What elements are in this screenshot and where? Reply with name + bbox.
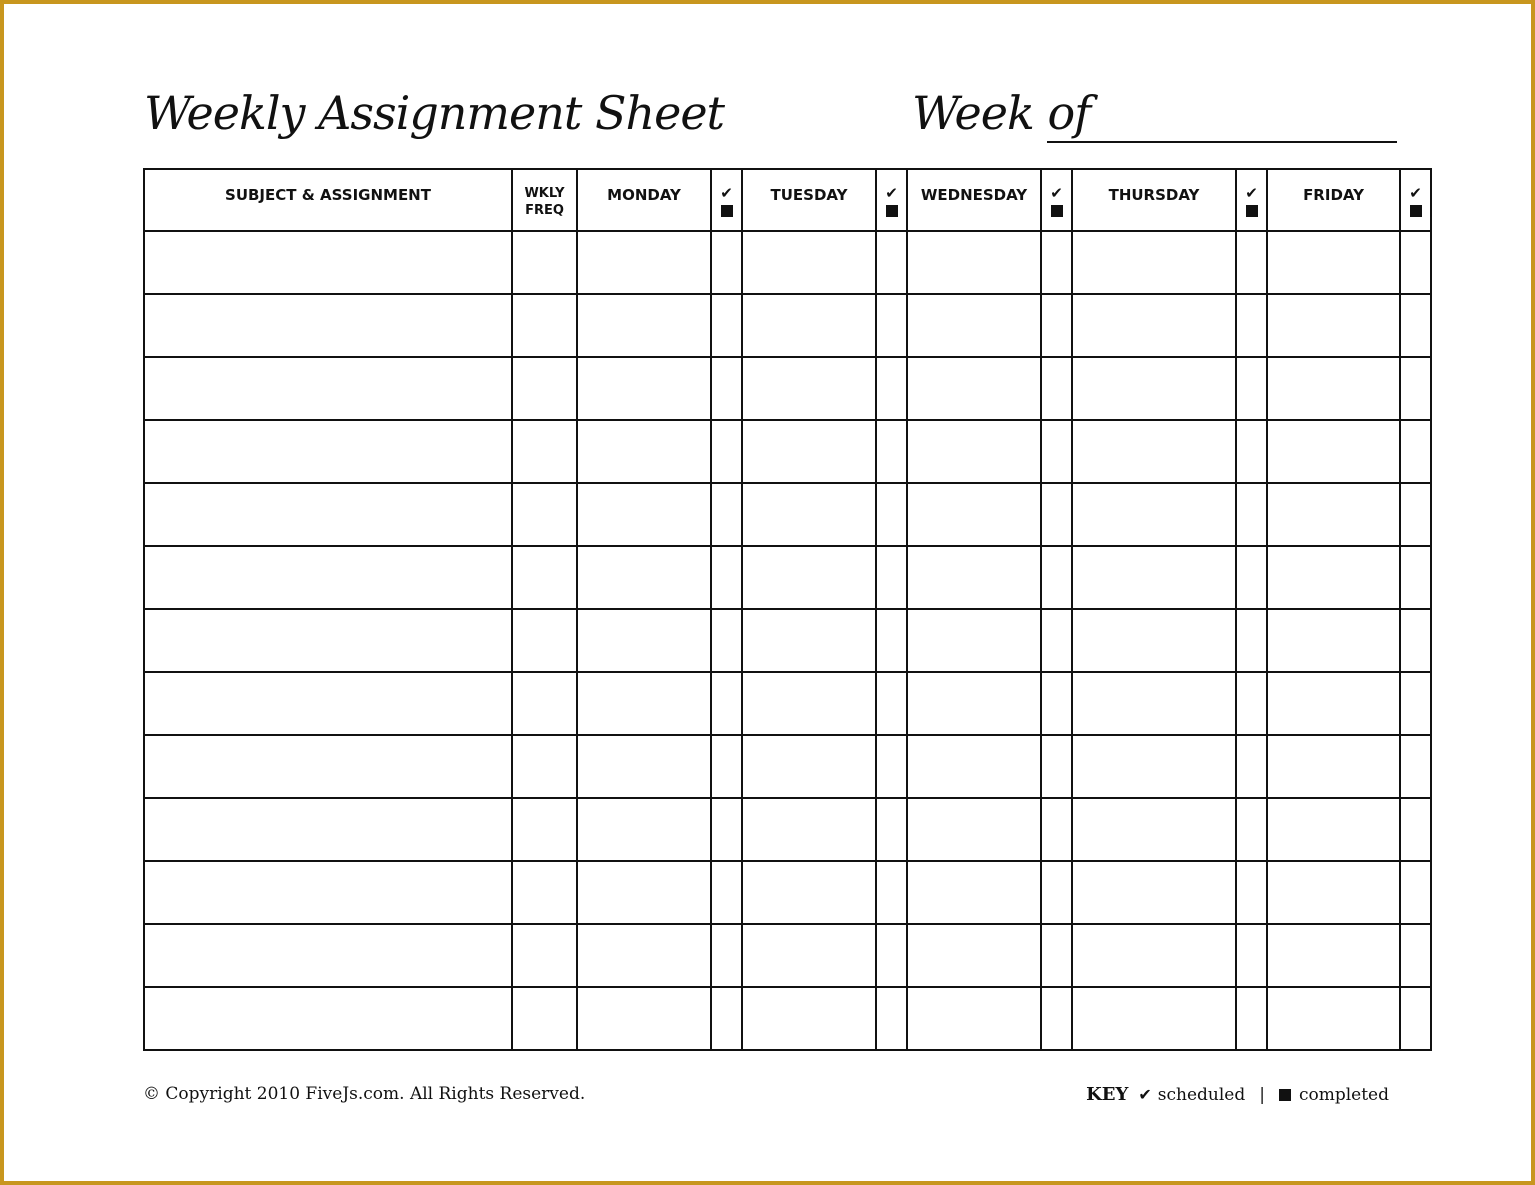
tuesday-cell[interactable] bbox=[742, 861, 876, 924]
square-icon bbox=[1051, 205, 1063, 217]
thursday-cell[interactable] bbox=[1072, 231, 1236, 294]
header-monday-status bbox=[711, 169, 742, 231]
friday-status-cell[interactable] bbox=[1400, 231, 1431, 294]
header-monday: MONDAY bbox=[577, 169, 711, 231]
freq-cell[interactable] bbox=[512, 483, 577, 546]
square-icon bbox=[1279, 1089, 1291, 1101]
header-friday: FRIDAY bbox=[1267, 169, 1400, 231]
freq-cell[interactable] bbox=[512, 798, 577, 861]
wednesday-cell[interactable] bbox=[907, 294, 1041, 357]
table-header-row bbox=[144, 169, 1431, 231]
monday-cell[interactable] bbox=[577, 861, 711, 924]
header-freq-line1: WKLY bbox=[524, 186, 565, 201]
wednesday-status-cell[interactable] bbox=[1041, 609, 1072, 672]
header-freq-line2: FREQ bbox=[525, 203, 564, 218]
monday-status-cell[interactable] bbox=[711, 420, 742, 483]
subject-cell[interactable] bbox=[144, 924, 512, 987]
monday-status-cell[interactable] bbox=[711, 609, 742, 672]
monday-status-cell[interactable] bbox=[711, 231, 742, 294]
friday-status-cell[interactable] bbox=[1400, 294, 1431, 357]
assignment-table bbox=[143, 168, 1432, 1051]
freq-cell[interactable] bbox=[512, 609, 577, 672]
scheduled-label: scheduled bbox=[1157, 1084, 1246, 1105]
thursday-status-cell[interactable] bbox=[1236, 798, 1267, 861]
square-icon bbox=[721, 205, 733, 217]
tuesday-status-cell[interactable] bbox=[876, 798, 907, 861]
thursday-status-cell[interactable] bbox=[1236, 483, 1267, 546]
friday-cell[interactable] bbox=[1267, 357, 1400, 420]
wednesday-status-cell[interactable] bbox=[1041, 231, 1072, 294]
monday-cell[interactable] bbox=[577, 735, 711, 798]
check-icon: ✔ bbox=[1245, 184, 1258, 202]
wednesday-cell[interactable] bbox=[907, 420, 1041, 483]
friday-cell[interactable] bbox=[1267, 609, 1400, 672]
thursday-status-cell[interactable] bbox=[1236, 420, 1267, 483]
tuesday-status-cell[interactable] bbox=[876, 861, 907, 924]
tuesday-status-cell[interactable] bbox=[876, 735, 907, 798]
thursday-status-cell[interactable] bbox=[1236, 924, 1267, 987]
header-friday-status bbox=[1400, 169, 1431, 231]
week-of-label: Week of bbox=[912, 86, 1091, 140]
friday-cell[interactable] bbox=[1267, 672, 1400, 735]
wednesday-cell[interactable] bbox=[907, 231, 1041, 294]
table-row bbox=[144, 294, 1431, 357]
wednesday-cell[interactable] bbox=[907, 798, 1041, 861]
header-tuesday-status bbox=[876, 169, 907, 231]
tuesday-cell[interactable] bbox=[742, 546, 876, 609]
monday-cell[interactable] bbox=[577, 231, 711, 294]
wednesday-cell[interactable] bbox=[907, 672, 1041, 735]
monday-status-cell[interactable] bbox=[711, 672, 742, 735]
tuesday-cell[interactable] bbox=[742, 735, 876, 798]
freq-cell[interactable] bbox=[512, 735, 577, 798]
freq-cell[interactable] bbox=[512, 231, 577, 294]
monday-status-cell[interactable] bbox=[711, 483, 742, 546]
wednesday-cell[interactable] bbox=[907, 357, 1041, 420]
check-icon: ✔ bbox=[1050, 184, 1063, 202]
monday-status-cell[interactable] bbox=[711, 735, 742, 798]
thursday-cell[interactable] bbox=[1072, 861, 1236, 924]
subject-cell[interactable] bbox=[144, 294, 512, 357]
subject-cell[interactable] bbox=[144, 735, 512, 798]
subject-cell[interactable] bbox=[144, 357, 512, 420]
subject-cell[interactable] bbox=[144, 798, 512, 861]
friday-cell[interactable] bbox=[1267, 861, 1400, 924]
table-row bbox=[144, 483, 1431, 546]
tuesday-status-cell[interactable] bbox=[876, 294, 907, 357]
wednesday-cell[interactable] bbox=[907, 483, 1041, 546]
tuesday-cell[interactable] bbox=[742, 987, 876, 1050]
freq-cell[interactable] bbox=[512, 546, 577, 609]
friday-status-cell[interactable] bbox=[1400, 420, 1431, 483]
tuesday-status-cell[interactable] bbox=[876, 231, 907, 294]
friday-cell[interactable] bbox=[1267, 420, 1400, 483]
thursday-status-cell[interactable] bbox=[1236, 735, 1267, 798]
friday-cell[interactable] bbox=[1267, 294, 1400, 357]
friday-status-cell[interactable] bbox=[1400, 357, 1431, 420]
monday-cell[interactable] bbox=[577, 798, 711, 861]
monday-cell[interactable] bbox=[577, 609, 711, 672]
tuesday-cell[interactable] bbox=[742, 357, 876, 420]
wednesday-cell[interactable] bbox=[907, 546, 1041, 609]
thursday-status-cell[interactable] bbox=[1236, 672, 1267, 735]
freq-cell[interactable] bbox=[512, 357, 577, 420]
tuesday-cell[interactable] bbox=[742, 924, 876, 987]
wednesday-status-cell[interactable] bbox=[1041, 546, 1072, 609]
wednesday-status-cell[interactable] bbox=[1041, 357, 1072, 420]
header-weekly-frequency bbox=[512, 169, 577, 231]
freq-cell[interactable] bbox=[512, 420, 577, 483]
table-row bbox=[144, 420, 1431, 483]
monday-status-cell[interactable] bbox=[711, 987, 742, 1050]
friday-status-cell[interactable] bbox=[1400, 609, 1431, 672]
friday-cell[interactable] bbox=[1267, 987, 1400, 1050]
friday-cell[interactable] bbox=[1267, 924, 1400, 987]
tuesday-cell[interactable] bbox=[742, 294, 876, 357]
subject-cell[interactable] bbox=[144, 861, 512, 924]
copyright-notice: © Copyright 2010 FiveJs.com. All Rights Reserved. bbox=[143, 1084, 586, 1104]
monday-cell[interactable] bbox=[577, 357, 711, 420]
tuesday-cell[interactable] bbox=[742, 672, 876, 735]
monday-status-cell[interactable] bbox=[711, 861, 742, 924]
friday-status-cell[interactable] bbox=[1400, 861, 1431, 924]
check-icon: ✔ bbox=[1138, 1085, 1152, 1104]
thursday-cell[interactable] bbox=[1072, 924, 1236, 987]
wednesday-cell[interactable] bbox=[907, 609, 1041, 672]
header-thursday: THURSDAY bbox=[1072, 169, 1236, 231]
table-row bbox=[144, 546, 1431, 609]
square-icon bbox=[1246, 205, 1258, 217]
monday-status-cell[interactable] bbox=[711, 357, 742, 420]
freq-cell[interactable] bbox=[512, 987, 577, 1050]
tuesday-status-cell[interactable] bbox=[876, 420, 907, 483]
thursday-status-cell[interactable] bbox=[1236, 861, 1267, 924]
thursday-cell[interactable] bbox=[1072, 294, 1236, 357]
table-row bbox=[144, 231, 1431, 294]
thursday-cell[interactable] bbox=[1072, 420, 1236, 483]
thursday-cell[interactable] bbox=[1072, 357, 1236, 420]
header-thursday-status bbox=[1236, 169, 1267, 231]
subject-cell[interactable] bbox=[144, 483, 512, 546]
table-row bbox=[144, 861, 1431, 924]
check-icon: ✔ bbox=[885, 184, 898, 202]
thursday-status-cell[interactable] bbox=[1236, 987, 1267, 1050]
legend-key bbox=[1086, 1084, 1389, 1105]
header-wednesday: WEDNESDAY bbox=[907, 169, 1041, 231]
tuesday-status-cell[interactable] bbox=[876, 609, 907, 672]
tuesday-cell[interactable] bbox=[742, 609, 876, 672]
header-wednesday-status bbox=[1041, 169, 1072, 231]
friday-status-cell[interactable] bbox=[1400, 483, 1431, 546]
check-icon: ✔ bbox=[720, 184, 733, 202]
monday-cell[interactable] bbox=[577, 987, 711, 1050]
monday-cell[interactable] bbox=[577, 420, 711, 483]
thursday-status-cell[interactable] bbox=[1236, 546, 1267, 609]
friday-cell[interactable] bbox=[1267, 735, 1400, 798]
wednesday-cell[interactable] bbox=[907, 861, 1041, 924]
friday-cell[interactable] bbox=[1267, 231, 1400, 294]
wednesday-status-cell[interactable] bbox=[1041, 924, 1072, 987]
thursday-status-cell[interactable] bbox=[1236, 357, 1267, 420]
freq-cell[interactable] bbox=[512, 672, 577, 735]
wednesday-cell[interactable] bbox=[907, 735, 1041, 798]
table-row bbox=[144, 357, 1431, 420]
square-icon bbox=[1410, 205, 1422, 217]
wednesday-status-cell[interactable] bbox=[1041, 672, 1072, 735]
thursday-cell[interactable] bbox=[1072, 798, 1236, 861]
header-subject-assignment: SUBJECT & ASSIGNMENT bbox=[144, 169, 512, 231]
check-icon: ✔ bbox=[1409, 184, 1422, 202]
header-tuesday: TUESDAY bbox=[742, 169, 876, 231]
thursday-cell[interactable] bbox=[1072, 546, 1236, 609]
wednesday-status-cell[interactable] bbox=[1041, 987, 1072, 1050]
thursday-cell[interactable] bbox=[1072, 483, 1236, 546]
friday-status-cell[interactable] bbox=[1400, 798, 1431, 861]
table-row bbox=[144, 735, 1431, 798]
friday-cell[interactable] bbox=[1267, 483, 1400, 546]
tuesday-status-cell[interactable] bbox=[876, 672, 907, 735]
wednesday-status-cell[interactable] bbox=[1041, 483, 1072, 546]
subject-cell[interactable] bbox=[144, 420, 512, 483]
monday-cell[interactable] bbox=[577, 546, 711, 609]
thursday-status-cell[interactable] bbox=[1236, 609, 1267, 672]
thursday-cell[interactable] bbox=[1072, 672, 1236, 735]
table-row bbox=[144, 672, 1431, 735]
wednesday-cell[interactable] bbox=[907, 987, 1041, 1050]
thursday-status-cell[interactable] bbox=[1236, 231, 1267, 294]
tuesday-status-cell[interactable] bbox=[876, 483, 907, 546]
friday-status-cell[interactable] bbox=[1400, 924, 1431, 987]
monday-cell[interactable] bbox=[577, 672, 711, 735]
monday-status-cell[interactable] bbox=[711, 294, 742, 357]
thursday-cell[interactable] bbox=[1072, 609, 1236, 672]
thursday-status-cell[interactable] bbox=[1236, 294, 1267, 357]
tuesday-status-cell[interactable] bbox=[876, 357, 907, 420]
subject-cell[interactable] bbox=[144, 987, 512, 1050]
tuesday-cell[interactable] bbox=[742, 798, 876, 861]
monday-status-cell[interactable] bbox=[711, 546, 742, 609]
thursday-cell[interactable] bbox=[1072, 987, 1236, 1050]
week-of-fill-line bbox=[1047, 141, 1397, 143]
wednesday-status-cell[interactable] bbox=[1041, 294, 1072, 357]
subject-cell[interactable] bbox=[144, 231, 512, 294]
subject-cell[interactable] bbox=[144, 609, 512, 672]
table-row bbox=[144, 609, 1431, 672]
wednesday-cell[interactable] bbox=[907, 924, 1041, 987]
subject-cell[interactable] bbox=[144, 672, 512, 735]
key-separator: | bbox=[1259, 1084, 1265, 1105]
page-title: Weekly Assignment Sheet bbox=[144, 86, 725, 140]
wednesday-status-cell[interactable] bbox=[1041, 861, 1072, 924]
table-row bbox=[144, 924, 1431, 987]
friday-cell[interactable] bbox=[1267, 798, 1400, 861]
tuesday-cell[interactable] bbox=[742, 231, 876, 294]
monday-cell[interactable] bbox=[577, 924, 711, 987]
completed-label: completed bbox=[1298, 1084, 1389, 1105]
table-body bbox=[144, 231, 1431, 1050]
wednesday-status-cell[interactable] bbox=[1041, 798, 1072, 861]
wednesday-status-cell[interactable] bbox=[1041, 420, 1072, 483]
key-label: KEY bbox=[1086, 1084, 1129, 1105]
monday-cell[interactable] bbox=[577, 483, 711, 546]
tuesday-cell[interactable] bbox=[742, 483, 876, 546]
monday-status-cell[interactable] bbox=[711, 798, 742, 861]
freq-cell[interactable] bbox=[512, 924, 577, 987]
thursday-cell[interactable] bbox=[1072, 735, 1236, 798]
friday-status-cell[interactable] bbox=[1400, 672, 1431, 735]
monday-cell[interactable] bbox=[577, 294, 711, 357]
freq-cell[interactable] bbox=[512, 294, 577, 357]
tuesday-status-cell[interactable] bbox=[876, 987, 907, 1050]
friday-status-cell[interactable] bbox=[1400, 546, 1431, 609]
tuesday-status-cell[interactable] bbox=[876, 924, 907, 987]
friday-status-cell[interactable] bbox=[1400, 735, 1431, 798]
friday-status-cell[interactable] bbox=[1400, 987, 1431, 1050]
table-row bbox=[144, 798, 1431, 861]
friday-cell[interactable] bbox=[1267, 546, 1400, 609]
square-icon bbox=[886, 205, 898, 217]
tuesday-status-cell[interactable] bbox=[876, 546, 907, 609]
subject-cell[interactable] bbox=[144, 546, 512, 609]
freq-cell[interactable] bbox=[512, 861, 577, 924]
wednesday-status-cell[interactable] bbox=[1041, 735, 1072, 798]
tuesday-cell[interactable] bbox=[742, 420, 876, 483]
table-row bbox=[144, 987, 1431, 1050]
monday-status-cell[interactable] bbox=[711, 924, 742, 987]
